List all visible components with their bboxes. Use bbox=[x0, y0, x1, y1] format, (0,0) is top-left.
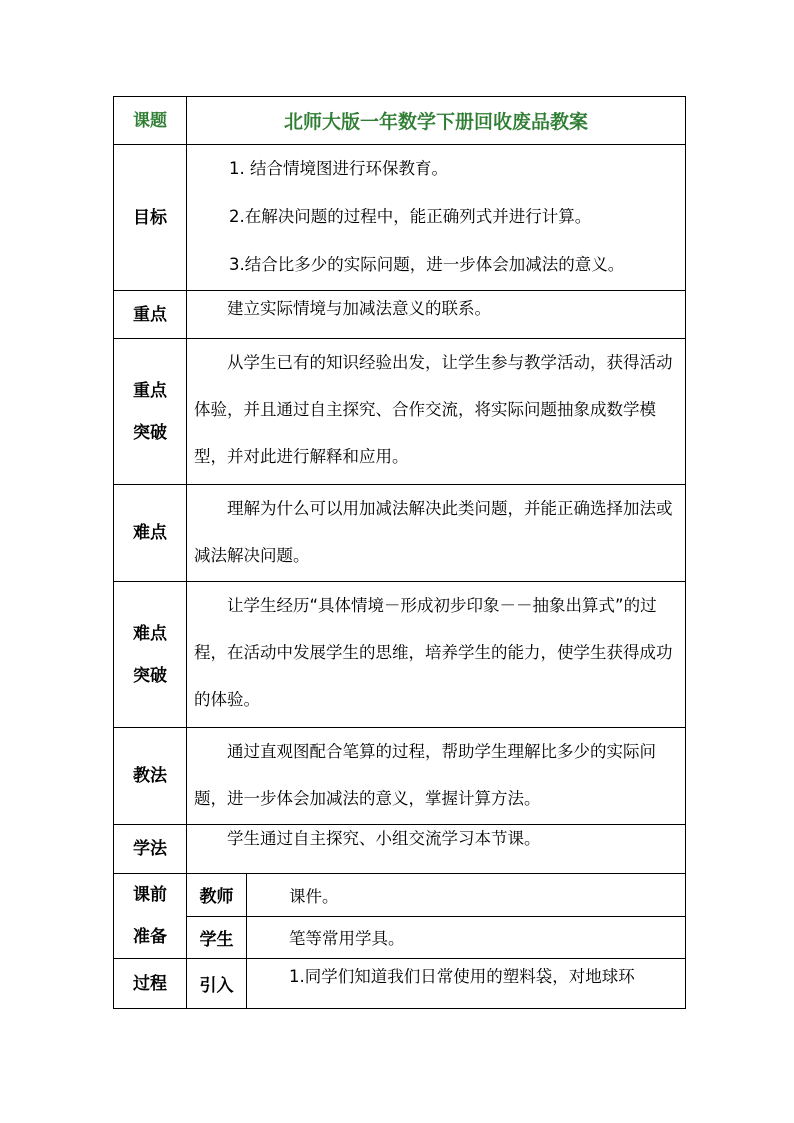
row-prep-teacher bbox=[114, 874, 686, 917]
lesson-plan-table bbox=[113, 96, 686, 1009]
teacher-text: 课件。 bbox=[247, 874, 686, 917]
goal-item: 2.在解决问题的过程中，能正确列式并进行计算。 bbox=[229, 207, 592, 226]
label-line: 突破 bbox=[133, 422, 167, 443]
intro-label: 引入 bbox=[187, 959, 247, 1009]
label-line: 课前 bbox=[133, 885, 167, 905]
row-difficulty bbox=[114, 485, 686, 582]
key-point-text: 建立实际情境与加减法意义的联系。 bbox=[187, 291, 686, 339]
key-breakthrough-label bbox=[114, 339, 187, 485]
goals-label: 目标 bbox=[114, 145, 187, 291]
key-breakthrough-text: 从学生已有的知识经验出发，让学生参与教学活动，获得活动体验，并且通过自主探究、合作交流，将实际问题抽象成数学模型，并对此进行解释和应用。 bbox=[187, 339, 686, 485]
row-goals bbox=[114, 145, 686, 291]
difficulty-label: 难点 bbox=[114, 485, 187, 582]
page-title: 北师大版一年数学下册回收废品教案 bbox=[187, 97, 686, 145]
key-point-label: 重点 bbox=[114, 291, 187, 339]
row-difficulty-breakthrough bbox=[114, 582, 686, 728]
teaching-method-text: 通过直观图配合笔算的过程，帮助学生理解比多少的实际问题，进一步体会加减法的意义，掌握计算方法。 bbox=[187, 728, 686, 825]
row-key-breakthrough bbox=[114, 339, 686, 485]
difficulty-breakthrough-label bbox=[114, 582, 187, 728]
row-prep-student bbox=[114, 916, 686, 959]
row-title bbox=[114, 97, 686, 145]
title-label: 课题 bbox=[114, 97, 187, 145]
label-line: 重点 bbox=[133, 380, 167, 401]
goal-item: 3.结合比多少的实际问题，进一步体会加减法的意义。 bbox=[229, 255, 625, 274]
student-text: 笔等常用学具。 bbox=[247, 916, 686, 959]
row-learning-method bbox=[114, 825, 686, 874]
learning-method-label: 学法 bbox=[114, 825, 187, 874]
teaching-method-label: 教法 bbox=[114, 728, 187, 825]
goals-content bbox=[187, 145, 686, 291]
student-label: 学生 bbox=[187, 916, 247, 959]
intro-text: 1.同学们知道我们日常使用的塑料袋，对地球环 bbox=[247, 959, 686, 1009]
row-key-point bbox=[114, 291, 686, 339]
row-teaching-method bbox=[114, 728, 686, 825]
goal-item: 1. 结合情境图进行环保教育。 bbox=[229, 159, 448, 178]
label-line: 难点 bbox=[133, 623, 167, 644]
preparation-label bbox=[114, 874, 187, 959]
difficulty-breakthrough-text: 让学生经历“具体情境－形成初步印象－－抽象出算式”的过程，在活动中发展学生的思维，培养学生的能力，使学生获得成功的体验。 bbox=[187, 582, 686, 728]
row-process bbox=[114, 959, 686, 1009]
learning-method-text: 学生通过自主探究、小组交流学习本节课。 bbox=[187, 825, 686, 874]
label-line: 准备 bbox=[133, 927, 167, 947]
process-label: 过程 bbox=[114, 959, 187, 1009]
teacher-label: 教师 bbox=[187, 874, 247, 917]
label-line: 突破 bbox=[133, 665, 167, 686]
difficulty-text: 理解为什么可以用加减法解决此类问题，并能正确选择加法或减法解决问题。 bbox=[187, 485, 686, 582]
